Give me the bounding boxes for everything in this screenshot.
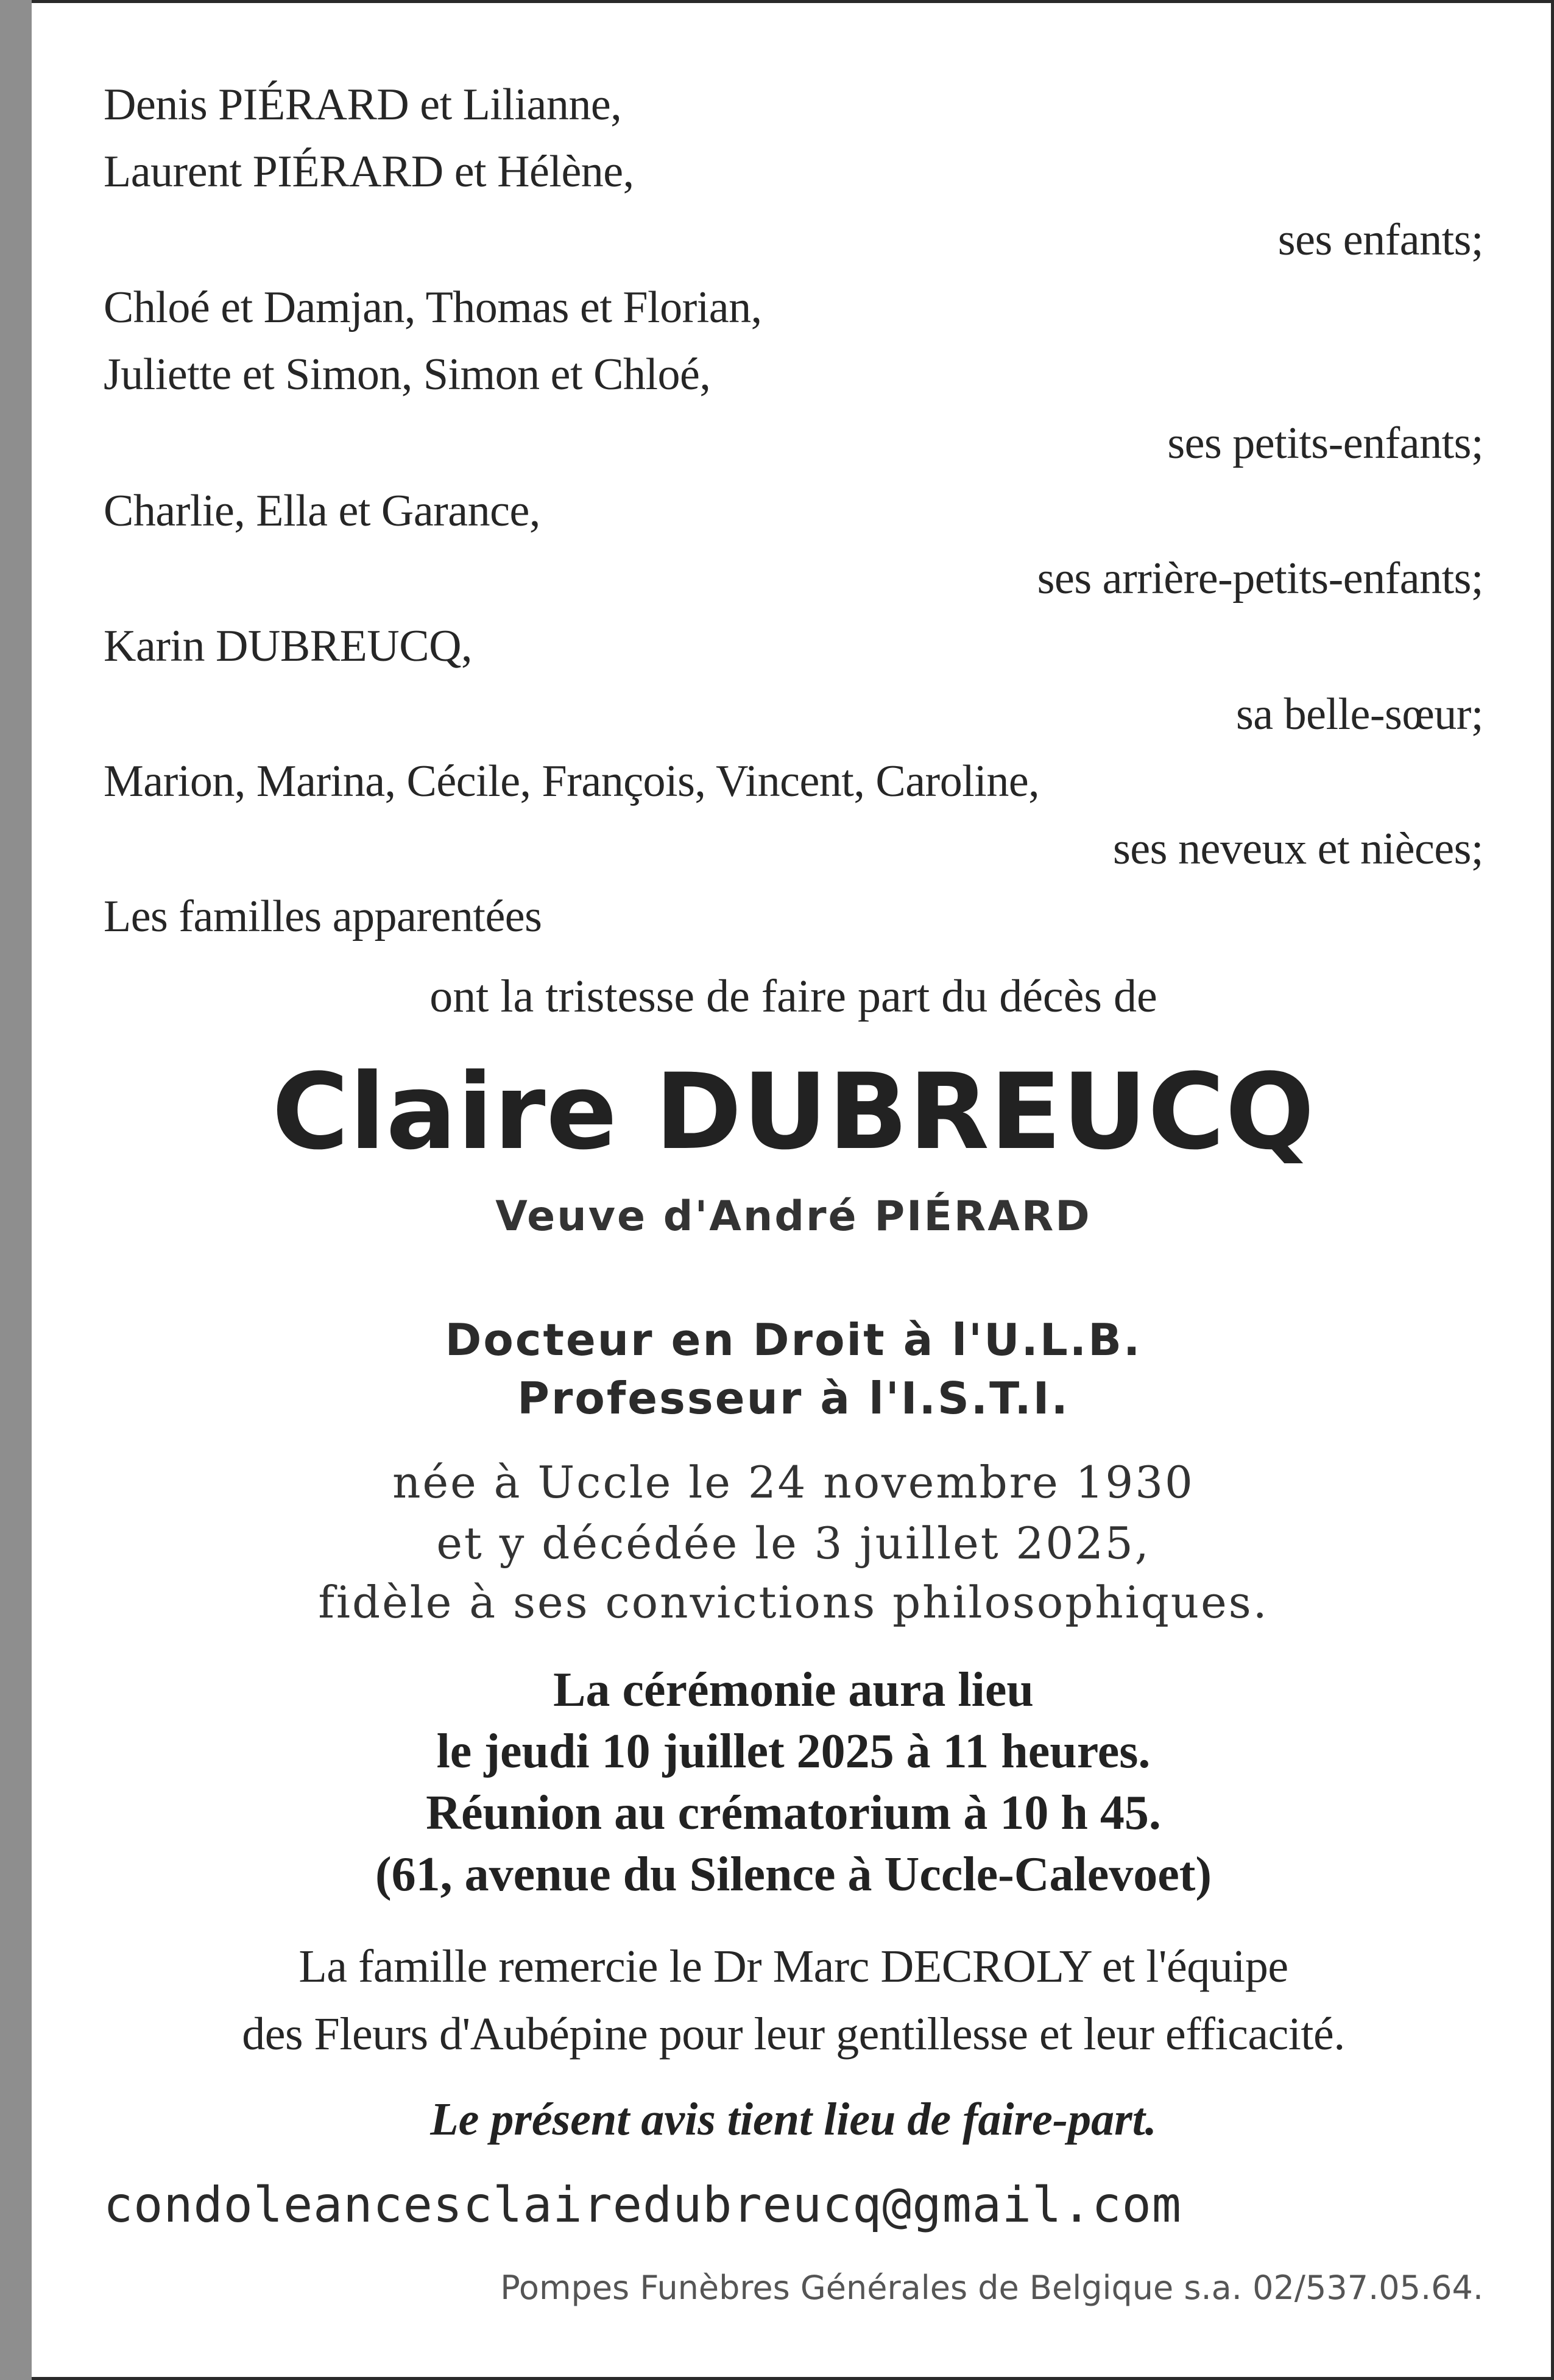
- title-line-2: Professeur à l'I.S.T.I.: [517, 1373, 1070, 1424]
- faire-part-notice: Le présent avis tient lieu de faire-part.: [430, 2094, 1157, 2145]
- nephews-line-1: Marion, Marina, Cécile, François, Vincent, Caroline,: [104, 756, 1040, 806]
- widow-line: Veuve d'André PIÉRARD: [495, 1192, 1092, 1241]
- thanks-line-1: La famille remercie le Dr Marc DECROLY et l'équipe: [298, 1941, 1288, 1992]
- grandchildren-label: ses petits-enfants;: [1167, 418, 1483, 468]
- great-grandchildren-line-1: Charlie, Ella et Garance,: [104, 486, 540, 536]
- relatives-line: Les familles apparentées: [104, 892, 542, 942]
- sister-in-law-line-1: Karin DUBREUCQ,: [104, 621, 473, 671]
- deceased-name: Claire DUBREUCQ: [272, 1051, 1315, 1173]
- grandchildren-line-2: Juliette et Simon, Simon et Chloé,: [104, 350, 711, 400]
- ceremony-line-3: Réunion au crématorium à 10 h 45.: [426, 1786, 1161, 1840]
- left-gray-bar: [0, 0, 32, 2380]
- ceremony-line-2: le jeudi 10 juillet 2025 à 11 heures.: [436, 1725, 1151, 1778]
- obituary-notice: [104, 0, 1483, 2380]
- birth-line-1: née à Uccle le 24 novembre 1930: [392, 1457, 1195, 1508]
- funeral-home-footer: Pompes Funèbres Générales de Belgique s.a. 02/537.05.64.: [500, 2269, 1483, 2307]
- children-label: ses enfants;: [1277, 215, 1483, 265]
- ceremony-line-4: (61, avenue du Silence à Uccle-Calevoet): [375, 1848, 1212, 1901]
- birth-line-2: et y décédée le 3 juillet 2025,: [436, 1518, 1151, 1569]
- nephews-label: ses neveux et nièces;: [1113, 824, 1483, 874]
- sister-in-law-label: sa belle-sœur;: [1235, 689, 1483, 739]
- birth-line-3: fidèle à ses convictions philosophiques.: [318, 1577, 1269, 1628]
- condolences-email[interactable]: condoleancesclairedubreucq@gmail.com: [104, 2177, 1182, 2233]
- grandchildren-line-1: Chloé et Damjan, Thomas et Florian,: [104, 283, 762, 333]
- thanks-line-2: des Fleurs d'Aubépine pour leur gentillesse et leur efficacité.: [242, 2009, 1345, 2060]
- children-line-1: Denis PIÉRARD et Lilianne,: [104, 80, 622, 130]
- title-line-1: Docteur en Droit à l'U.L.B.: [445, 1314, 1142, 1365]
- children-line-2: Laurent PIÉRARD et Hélène,: [104, 147, 634, 197]
- great-grandchildren-label: ses arrière-petits-enfants;: [1037, 554, 1483, 604]
- ceremony-line-1: La cérémonie aura lieu: [553, 1663, 1034, 1717]
- intro-line: ont la tristesse de faire part du décès de: [429, 971, 1157, 1022]
